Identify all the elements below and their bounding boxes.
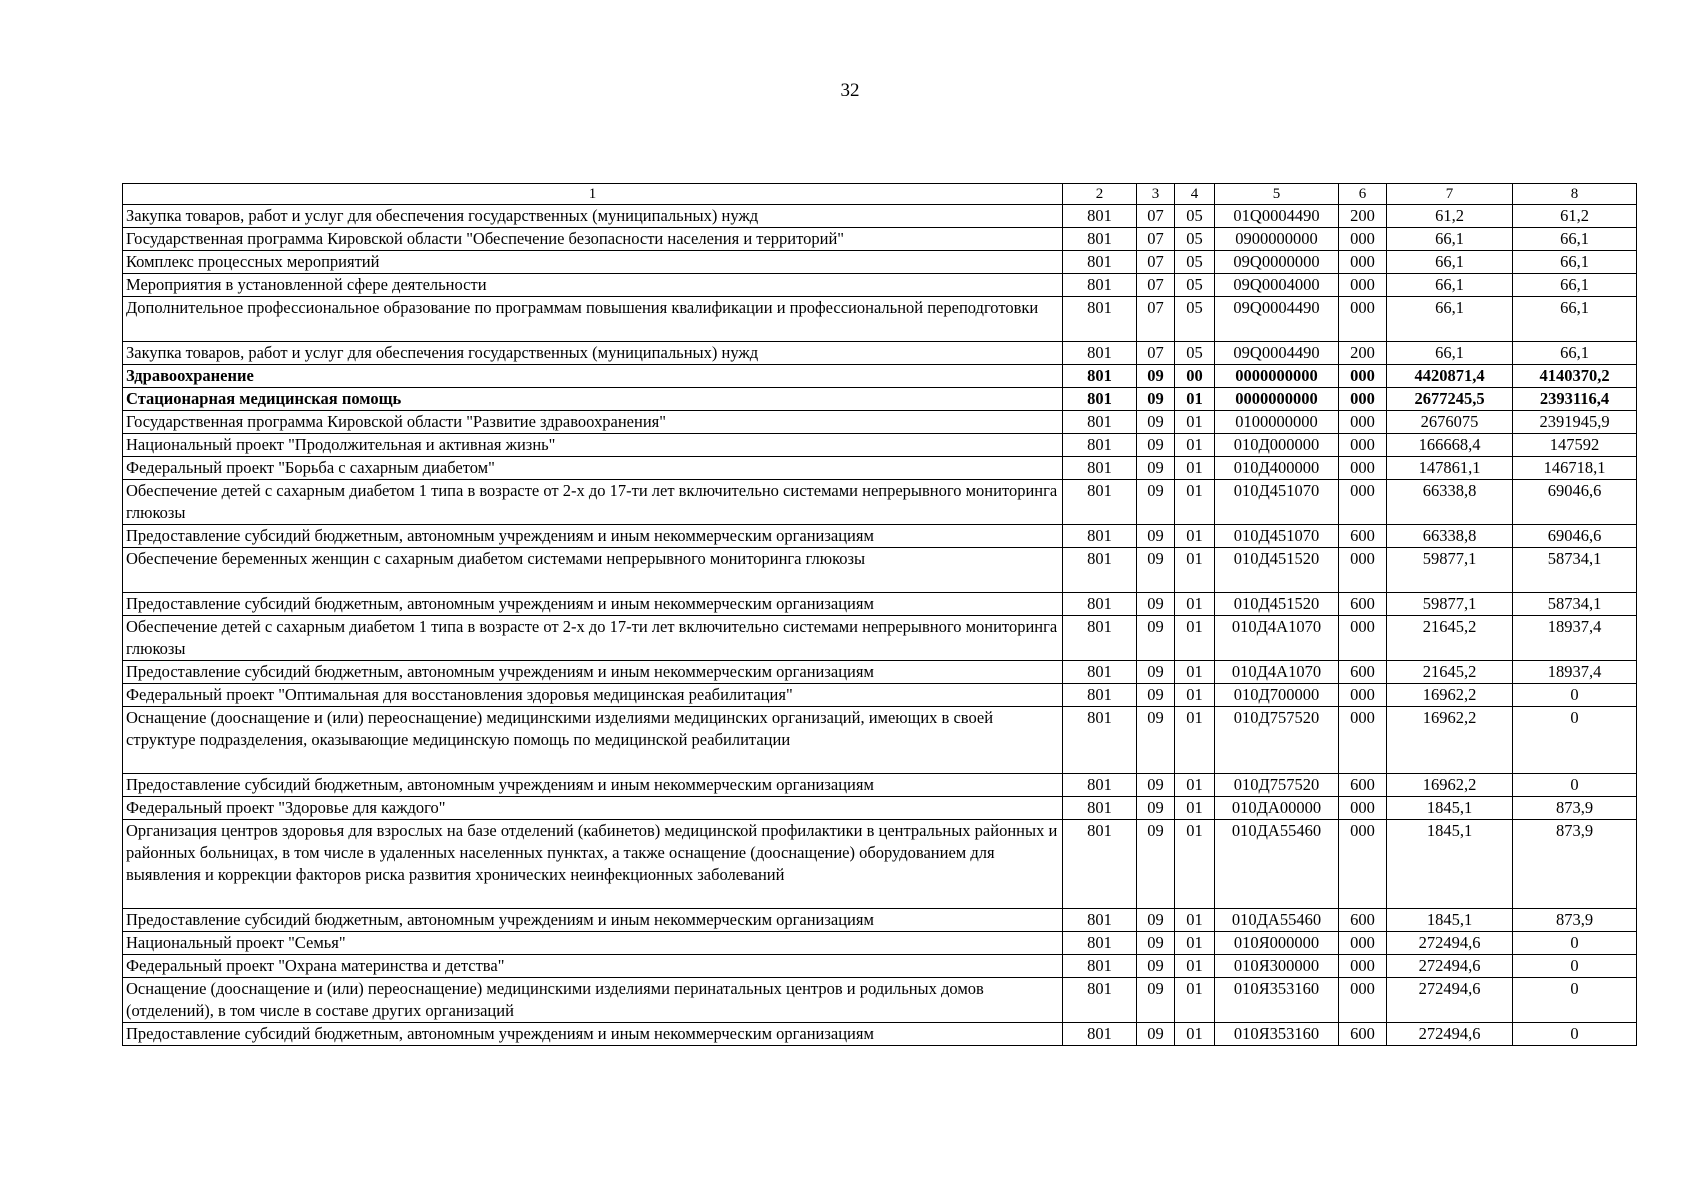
subchapter-code: 01 [1175,480,1215,525]
header-cell: 8 [1513,184,1637,205]
expense-type: 000 [1339,548,1387,593]
table-row [123,434,1637,457]
row-name: Предоставление субсидий бюджетным, автономным учреждениям и иным некоммерческим организациям [123,909,1063,932]
amount-year-2: 873,9 [1513,797,1637,820]
amount-year-1: 272494,6 [1387,932,1513,955]
table-row [123,411,1637,434]
section-code: 801 [1063,205,1137,228]
amount-year-1: 272494,6 [1387,1023,1513,1046]
row-name: Государственная программа Кировской области "Развитие здравоохранения" [123,411,1063,434]
table-row [123,932,1637,955]
amount-year-1: 272494,6 [1387,978,1513,1023]
expense-type: 000 [1339,707,1387,774]
chapter-code: 09 [1137,411,1175,434]
target-code: 010Д757520 [1215,707,1339,774]
expense-type: 000 [1339,616,1387,661]
amount-year-2: 0 [1513,978,1637,1023]
amount-year-1: 2677245,5 [1387,388,1513,411]
row-name: Предоставление субсидий бюджетным, автономным учреждениям и иным некоммерческим организациям [123,525,1063,548]
subchapter-code: 01 [1175,955,1215,978]
section-code: 801 [1063,365,1137,388]
subchapter-code: 01 [1175,661,1215,684]
chapter-code: 09 [1137,955,1175,978]
table-row [123,797,1637,820]
subchapter-code: 01 [1175,457,1215,480]
subchapter-code: 01 [1175,616,1215,661]
expense-type: 000 [1339,228,1387,251]
table-row [123,388,1637,411]
target-code: 01Q0004490 [1215,205,1339,228]
target-code: 010ДА55460 [1215,909,1339,932]
section-code: 801 [1063,774,1137,797]
subchapter-code: 01 [1175,820,1215,909]
amount-year-2: 4140370,2 [1513,365,1637,388]
expense-type: 000 [1339,797,1387,820]
target-code: 0000000000 [1215,365,1339,388]
amount-year-2: 18937,4 [1513,661,1637,684]
target-code: 010Д757520 [1215,774,1339,797]
chapter-code: 07 [1137,297,1175,342]
expense-type: 000 [1339,955,1387,978]
chapter-code: 07 [1137,274,1175,297]
subchapter-code: 00 [1175,365,1215,388]
amount-year-2: 873,9 [1513,909,1637,932]
row-name: Предоставление субсидий бюджетным, автономным учреждениям и иным некоммерческим организациям [123,661,1063,684]
subchapter-code: 01 [1175,909,1215,932]
table-row [123,774,1637,797]
row-name: Обеспечение детей с сахарным диабетом 1 типа в возрасте от 2-х до 17-ти лет включительно системами непрерывного мониторинга глюкозы [123,480,1063,525]
target-code: 010Д000000 [1215,434,1339,457]
amount-year-2: 18937,4 [1513,616,1637,661]
expense-type: 000 [1339,434,1387,457]
table-row [123,228,1637,251]
chapter-code: 09 [1137,774,1175,797]
amount-year-1: 59877,1 [1387,593,1513,616]
amount-year-1: 59877,1 [1387,548,1513,593]
table-row [123,616,1637,661]
amount-year-1: 2676075 [1387,411,1513,434]
amount-year-2: 2393116,4 [1513,388,1637,411]
subchapter-code: 01 [1175,978,1215,1023]
target-code: 010ДА55460 [1215,820,1339,909]
row-name: Организация центров здоровья для взрослых на базе отделений (кабинетов) медицинской профилактики в центральных районных и районных больницах, в том числе в удаленных населенных пунктах, а также оснащение (дооснащение) оборудованием для выявления и коррекции факторов риска развития хронических неинфекционных заболеваний [123,820,1063,909]
amount-year-2: 61,2 [1513,205,1637,228]
target-code: 010Д400000 [1215,457,1339,480]
target-code: 010Д451520 [1215,548,1339,593]
subchapter-code: 05 [1175,228,1215,251]
chapter-code: 09 [1137,548,1175,593]
amount-year-2: 58734,1 [1513,548,1637,593]
chapter-code: 09 [1137,978,1175,1023]
page-number: 32 [840,80,860,101]
section-code: 801 [1063,228,1137,251]
amount-year-2: 0 [1513,774,1637,797]
table-body [123,205,1637,1046]
header-cell: 1 [123,184,1063,205]
target-code: 010Д451070 [1215,480,1339,525]
table-row [123,480,1637,525]
amount-year-1: 66,1 [1387,342,1513,365]
amount-year-1: 4420871,4 [1387,365,1513,388]
chapter-code: 09 [1137,932,1175,955]
section-code: 801 [1063,342,1137,365]
row-name: Мероприятия в установленной сфере деятельности [123,274,1063,297]
subchapter-code: 01 [1175,548,1215,593]
expense-type: 000 [1339,820,1387,909]
target-code: 010Д4А1070 [1215,661,1339,684]
subchapter-code: 01 [1175,932,1215,955]
amount-year-2: 873,9 [1513,820,1637,909]
expense-type: 000 [1339,932,1387,955]
target-code: 010Я300000 [1215,955,1339,978]
section-code: 801 [1063,548,1137,593]
target-code: 09Q0004490 [1215,342,1339,365]
target-code: 09Q0004490 [1215,297,1339,342]
expense-type: 200 [1339,205,1387,228]
amount-year-2: 66,1 [1513,228,1637,251]
row-name: Предоставление субсидий бюджетным, автономным учреждениям и иным некоммерческим организациям [123,593,1063,616]
header-cell: 4 [1175,184,1215,205]
table-row [123,365,1637,388]
section-code: 801 [1063,684,1137,707]
expense-type: 000 [1339,411,1387,434]
row-name: Федеральный проект "Здоровье для каждого" [123,797,1063,820]
section-code: 801 [1063,457,1137,480]
target-code: 0900000000 [1215,228,1339,251]
amount-year-2: 147592 [1513,434,1637,457]
expense-type: 600 [1339,774,1387,797]
header-cell: 6 [1339,184,1387,205]
row-name: Комплекс процессных мероприятий [123,251,1063,274]
row-name: Закупка товаров, работ и услуг для обеспечения государственных (муниципальных) нужд [123,342,1063,365]
header-cell: 5 [1215,184,1339,205]
row-name: Предоставление субсидий бюджетным, автономным учреждениям и иным некоммерческим организациям [123,1023,1063,1046]
table-row [123,548,1637,593]
section-code: 801 [1063,525,1137,548]
subchapter-code: 01 [1175,411,1215,434]
subchapter-code: 05 [1175,297,1215,342]
amount-year-2: 66,1 [1513,342,1637,365]
table-row [123,955,1637,978]
expense-type: 000 [1339,684,1387,707]
table-row [123,205,1637,228]
amount-year-1: 272494,6 [1387,955,1513,978]
table-row [123,593,1637,616]
subchapter-code: 05 [1175,205,1215,228]
section-code: 801 [1063,480,1137,525]
section-code: 801 [1063,820,1137,909]
chapter-code: 07 [1137,228,1175,251]
row-name: Предоставление субсидий бюджетным, автономным учреждениям и иным некоммерческим организациям [123,774,1063,797]
expense-type: 000 [1339,274,1387,297]
subchapter-code: 01 [1175,434,1215,457]
chapter-code: 09 [1137,525,1175,548]
expense-type: 600 [1339,909,1387,932]
amount-year-2: 66,1 [1513,251,1637,274]
amount-year-1: 66,1 [1387,228,1513,251]
expense-type: 600 [1339,661,1387,684]
table-row [123,274,1637,297]
row-name: Государственная программа Кировской области "Обеспечение безопасности населения и территорий" [123,228,1063,251]
header-cell: 7 [1387,184,1513,205]
target-code: 09Q0000000 [1215,251,1339,274]
amount-year-2: 66,1 [1513,297,1637,342]
target-code: 09Q0004000 [1215,274,1339,297]
table-row [123,820,1637,909]
target-code: 010Я000000 [1215,932,1339,955]
expense-type: 000 [1339,978,1387,1023]
chapter-code: 09 [1137,684,1175,707]
chapter-code: 09 [1137,707,1175,774]
target-code: 0000000000 [1215,388,1339,411]
section-code: 801 [1063,388,1137,411]
table-row [123,342,1637,365]
section-code: 801 [1063,411,1137,434]
amount-year-1: 66,1 [1387,297,1513,342]
table-row [123,978,1637,1023]
expense-type: 000 [1339,388,1387,411]
target-code: 0100000000 [1215,411,1339,434]
subchapter-code: 01 [1175,1023,1215,1046]
chapter-code: 09 [1137,434,1175,457]
expense-type: 000 [1339,480,1387,525]
amount-year-1: 1845,1 [1387,797,1513,820]
amount-year-1: 1845,1 [1387,820,1513,909]
amount-year-1: 21645,2 [1387,616,1513,661]
table-row [123,525,1637,548]
section-code: 801 [1063,955,1137,978]
row-name: Федеральный проект "Охрана материнства и детства" [123,955,1063,978]
row-name: Закупка товаров, работ и услуг для обеспечения государственных (муниципальных) нужд [123,205,1063,228]
expense-type: 000 [1339,365,1387,388]
expense-type: 600 [1339,525,1387,548]
chapter-code: 09 [1137,1023,1175,1046]
target-code: 010Д4А1070 [1215,616,1339,661]
table-row [123,684,1637,707]
amount-year-1: 66,1 [1387,274,1513,297]
subchapter-code: 01 [1175,525,1215,548]
section-code: 801 [1063,251,1137,274]
target-code: 010ДА00000 [1215,797,1339,820]
table-row [123,1023,1637,1046]
subchapter-code: 01 [1175,684,1215,707]
amount-year-1: 66,1 [1387,251,1513,274]
chapter-code: 07 [1137,205,1175,228]
subchapter-code: 05 [1175,251,1215,274]
amount-year-1: 16962,2 [1387,684,1513,707]
section-code: 801 [1063,932,1137,955]
amount-year-2: 69046,6 [1513,480,1637,525]
target-code: 010Д451520 [1215,593,1339,616]
amount-year-1: 66338,8 [1387,525,1513,548]
table-row [123,909,1637,932]
target-code: 010Я353160 [1215,978,1339,1023]
amount-year-2: 58734,1 [1513,593,1637,616]
chapter-code: 09 [1137,820,1175,909]
table-row [123,297,1637,342]
amount-year-1: 147861,1 [1387,457,1513,480]
chapter-code: 09 [1137,661,1175,684]
section-code: 801 [1063,661,1137,684]
row-name: Оснащение (дооснащение и (или) переоснащение) медицинскими изделиями перинатальных центров и родильных домов (отделений), в том числе в составе других организаций [123,978,1063,1023]
subchapter-code: 05 [1175,274,1215,297]
section-code: 801 [1063,434,1137,457]
section-code: 801 [1063,909,1137,932]
amount-year-1: 16962,2 [1387,774,1513,797]
row-name: Федеральный проект "Борьба с сахарным диабетом" [123,457,1063,480]
row-name: Обеспечение детей с сахарным диабетом 1 типа в возрасте от 2-х до 17-ти лет включительно системами непрерывного мониторинга глюкозы [123,616,1063,661]
subchapter-code: 01 [1175,593,1215,616]
chapter-code: 09 [1137,457,1175,480]
chapter-code: 09 [1137,388,1175,411]
amount-year-2: 0 [1513,684,1637,707]
section-code: 801 [1063,978,1137,1023]
amount-year-1: 61,2 [1387,205,1513,228]
section-code: 801 [1063,593,1137,616]
amount-year-1: 166668,4 [1387,434,1513,457]
chapter-code: 07 [1137,251,1175,274]
section-code: 801 [1063,616,1137,661]
chapter-code: 09 [1137,797,1175,820]
amount-year-2: 2391945,9 [1513,411,1637,434]
subchapter-code: 01 [1175,388,1215,411]
chapter-code: 09 [1137,365,1175,388]
amount-year-1: 16962,2 [1387,707,1513,774]
section-code: 801 [1063,297,1137,342]
table-row [123,661,1637,684]
row-name: Федеральный проект "Оптимальная для восстановления здоровья медицинская реабилитация" [123,684,1063,707]
budget-table [122,183,1637,1046]
amount-year-1: 66338,8 [1387,480,1513,525]
expense-type: 600 [1339,1023,1387,1046]
section-code: 801 [1063,797,1137,820]
header-cell: 2 [1063,184,1137,205]
amount-year-2: 146718,1 [1513,457,1637,480]
chapter-code: 09 [1137,480,1175,525]
amount-year-1: 21645,2 [1387,661,1513,684]
subchapter-code: 01 [1175,707,1215,774]
section-code: 801 [1063,707,1137,774]
chapter-code: 07 [1137,342,1175,365]
section-code: 801 [1063,1023,1137,1046]
subchapter-code: 05 [1175,342,1215,365]
target-code: 010Я353160 [1215,1023,1339,1046]
chapter-code: 09 [1137,909,1175,932]
amount-year-2: 0 [1513,707,1637,774]
amount-year-2: 0 [1513,932,1637,955]
row-name: Национальный проект "Продолжительная и активная жизнь" [123,434,1063,457]
table-row [123,457,1637,480]
amount-year-1: 1845,1 [1387,909,1513,932]
expense-type: 000 [1339,457,1387,480]
target-code: 010Д700000 [1215,684,1339,707]
row-name: Дополнительное профессиональное образование по программам повышения квалификации и профессиональной переподготовки [123,297,1063,342]
row-name: Стационарная медицинская помощь [123,388,1063,411]
row-name: Оснащение (дооснащение и (или) переоснащение) медицинскими изделиями медицинских организаций, имеющих в своей структуре подразделения, оказывающие медицинскую помощь по медицинской реабилитации [123,707,1063,774]
chapter-code: 09 [1137,616,1175,661]
chapter-code: 09 [1137,593,1175,616]
amount-year-2: 69046,6 [1513,525,1637,548]
expense-type: 200 [1339,342,1387,365]
subchapter-code: 01 [1175,797,1215,820]
row-name: Национальный проект "Семья" [123,932,1063,955]
section-code: 801 [1063,274,1137,297]
amount-year-2: 0 [1513,955,1637,978]
expense-type: 000 [1339,297,1387,342]
header-row [123,184,1637,205]
expense-type: 600 [1339,593,1387,616]
expense-type: 000 [1339,251,1387,274]
row-name: Обеспечение беременных женщин с сахарным диабетом системами непрерывного мониторинга глюкозы [123,548,1063,593]
header-cell: 3 [1137,184,1175,205]
target-code: 010Д451070 [1215,525,1339,548]
amount-year-2: 0 [1513,1023,1637,1046]
amount-year-2: 66,1 [1513,274,1637,297]
row-name: Здравоохранение [123,365,1063,388]
table-row [123,707,1637,774]
subchapter-code: 01 [1175,774,1215,797]
table-row [123,251,1637,274]
